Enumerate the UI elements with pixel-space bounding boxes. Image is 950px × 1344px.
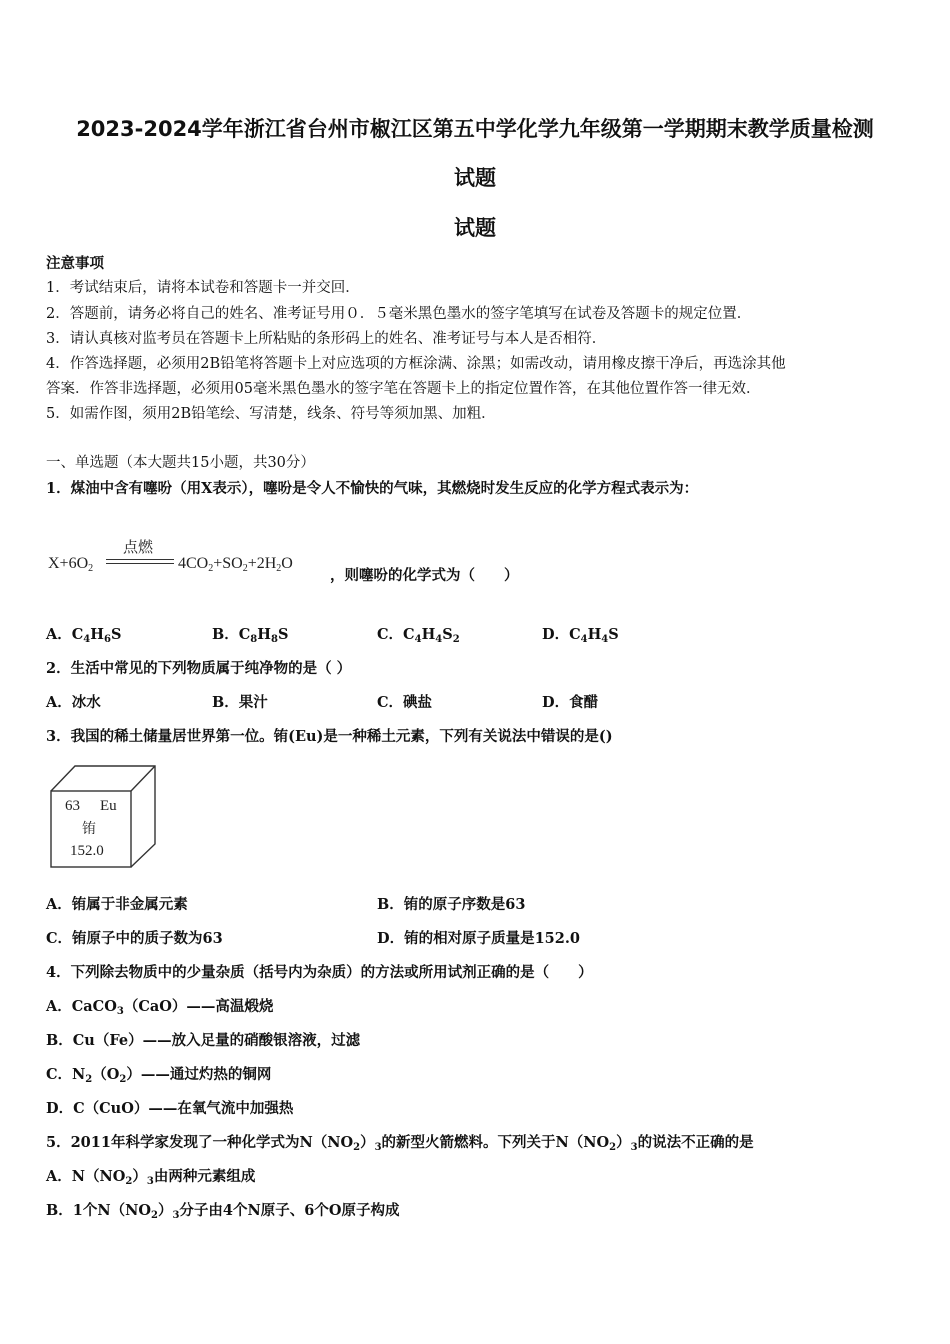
q5-stem: 5．2011年科学家发现了一种化学式为$N(NO_2)_3$的新型火箭燃料。下列关于$N(NO_2)_3$的说法不正确的是 [46, 1134, 754, 1153]
q1-stem: 1．煤油中含有噻吩（用X表示），噻吩是令人不愉快的气味，其燃烧时发生反应的化学方程式表示为： [46, 480, 699, 497]
q2-option-b[interactable]: B．果汁 [212, 694, 268, 711]
element-card-europium [48, 763, 160, 869]
q1-option-c[interactable]: C．$C_4H_4S_2$ [377, 626, 460, 645]
q3-stem: 3．我国的稀土储量居世界第一位。铕(Eu)是一种稀土元素，下列有关说法中错误的是() [46, 728, 613, 745]
notice-item-4-cont: 答案．作答非选择题，必须用05毫米黑色墨水的签字笔在答题卡上的指定位置作答，在其他位置作答一律无效． [46, 381, 761, 397]
element-mass: 152.0 [70, 843, 104, 859]
notice-item-3: 3．请认真核对监考员在答题卡上所粘贴的条形码上的姓名、准考证号与本人是否相符． [46, 331, 607, 347]
eq-arrow-line-bottom [106, 563, 174, 564]
q3-option-a[interactable]: A．铕属于非金属元素 [46, 896, 188, 913]
q3-option-d[interactable]: D．铕的相对原子质量是152.0 [377, 930, 580, 947]
section-heading: 一、单选题（本大题共15小题，共30分） [46, 455, 315, 471]
q2-option-a[interactable]: A．冰水 [46, 694, 101, 711]
q4-option-a[interactable]: A．CaCO$_3$（CaO）——高温煅烧 [46, 998, 274, 1017]
q4-option-c[interactable]: C．$N_2(O_2)——$通过灼热的铜网 [46, 1066, 272, 1085]
exam-title-line3: 试题 [454, 216, 496, 240]
eq-arrow-line-top [106, 559, 174, 560]
notice-item-5: 5．如需作图，须用2B铅笔绘、写清楚，线条、符号等须加黑、加粗． [46, 406, 496, 422]
exam-title-line2: 试题 [454, 166, 496, 190]
element-symbol: Eu [100, 798, 117, 814]
q3-option-b[interactable]: B．铕的原子序数是63 [377, 896, 526, 913]
notice-item-2: 2．答题前，请务必将自己的姓名、准考证号用０．５毫米黑色墨水的签字笔填写在试卷及答题卡的规定位置． [46, 306, 752, 322]
q4-option-b[interactable]: B．Cu（Fe）——放入足量的硝酸银溶液，过滤 [46, 1032, 361, 1049]
q4-option-d[interactable]: D．C（CuO）——在氧气流中加强热 [46, 1100, 294, 1117]
notice-heading: 注意事项 [46, 255, 104, 272]
element-name: 铕 [82, 821, 96, 837]
q2-option-c[interactable]: C．碘盐 [377, 694, 433, 711]
eq-rhs: $4CO_2+SO_2+2H_2O$ [178, 555, 293, 574]
q3-option-c[interactable]: C．铕原子中的质子数为63 [46, 930, 223, 947]
q5-option-a[interactable]: A．$N(NO_2)_3$由两种元素组成 [46, 1168, 256, 1187]
exam-title-line1: 2023-2024学年浙江省台州市椒江区第五中学化学九年级第一学期期末教学质量检测 [76, 117, 874, 141]
q2-option-d[interactable]: D．食醋 [542, 694, 599, 711]
element-card-cube [48, 763, 160, 869]
q1-tail: ，则噻吩的化学式为（ ） [330, 567, 519, 584]
q1-option-a[interactable]: A．$C_4H_6S$ [46, 626, 122, 645]
q4-stem: 4．下列除去物质中的少量杂质（括号内为杂质）的方法或所用试剂正确的是（ ） [46, 964, 593, 981]
eq-condition: 点燃 [123, 540, 154, 556]
eq-lhs: $X+6O_2$ [48, 555, 94, 574]
element-number: 63 [65, 798, 80, 814]
q1-option-b[interactable]: B．$C_8H_8S$ [212, 626, 289, 645]
notice-item-1: 1．考试结束后，请将本试卷和答题卡一并交回． [46, 280, 360, 296]
q1-option-d[interactable]: D．$C_4H_4S$ [542, 626, 619, 645]
q2-stem: 2．生活中常见的下列物质属于纯净物的是（ ） [46, 660, 352, 677]
notice-item-4: 4．作答选择题，必须用2B铅笔将答题卡上对应选项的方框涂满、涂黑；如需改动，请用橡皮擦干净后，再选涂其他 [46, 356, 786, 372]
q5-option-b[interactable]: B．1个$N(NO_2)_3$分子由4个N原子、6个O原子构成 [46, 1202, 400, 1221]
